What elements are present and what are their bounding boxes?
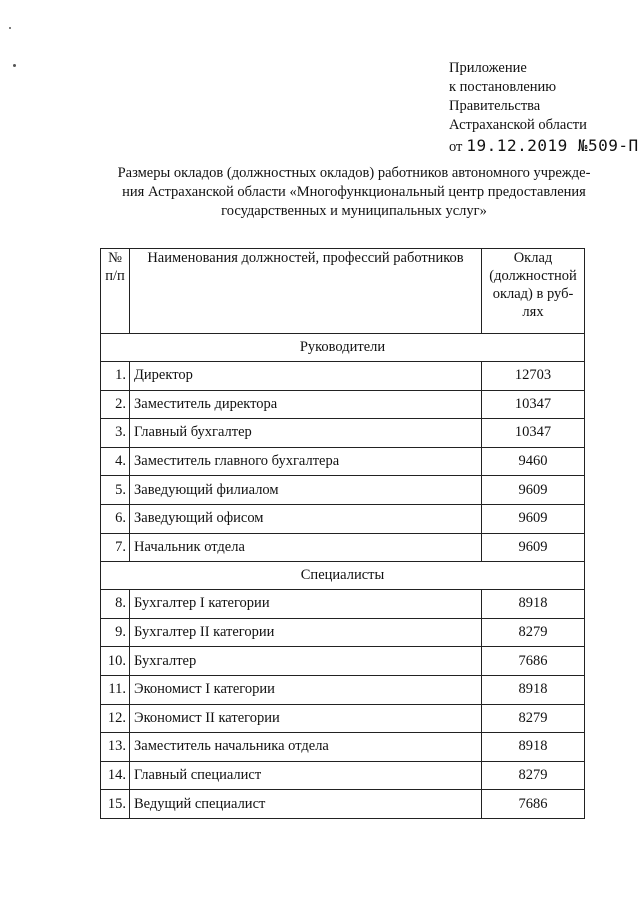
table-header-row bbox=[101, 249, 585, 334]
document-title bbox=[104, 164, 604, 221]
position-name: Заведующий офисом bbox=[130, 504, 482, 533]
salary-table bbox=[100, 248, 585, 819]
position-name: Начальник отдела bbox=[130, 533, 482, 562]
salary-value: 10347 bbox=[482, 390, 585, 419]
salary-value: 8918 bbox=[482, 675, 585, 704]
position-name: Бухгалтер I категории bbox=[130, 590, 482, 619]
appendix-block bbox=[449, 59, 639, 157]
row-number: 3. bbox=[101, 419, 130, 448]
position-name: Заместитель директора bbox=[130, 390, 482, 419]
row-number: 10. bbox=[101, 647, 130, 676]
salary-value: 8279 bbox=[482, 761, 585, 790]
table-row bbox=[101, 419, 585, 448]
position-name: Главный бухгалтер bbox=[130, 419, 482, 448]
scan-speck bbox=[9, 27, 11, 29]
position-name: Ведущий специалист bbox=[130, 790, 482, 819]
salary-value: 8918 bbox=[482, 590, 585, 619]
table-row bbox=[101, 390, 585, 419]
table-row bbox=[101, 790, 585, 819]
row-number: 5. bbox=[101, 476, 130, 505]
appendix-line: к постановлению bbox=[449, 79, 557, 95]
row-number: 15. bbox=[101, 790, 130, 819]
position-name: Экономист I категории bbox=[130, 675, 482, 704]
salary-value: 10347 bbox=[482, 419, 585, 448]
row-number: 1. bbox=[101, 362, 130, 391]
salary-value: 9609 bbox=[482, 504, 585, 533]
table-row bbox=[101, 761, 585, 790]
table-row bbox=[101, 647, 585, 676]
table-row bbox=[101, 618, 585, 647]
position-name: Заместитель начальника отдела bbox=[130, 733, 482, 762]
row-number: 14. bbox=[101, 761, 130, 790]
salary-value: 12703 bbox=[482, 362, 585, 391]
table-body bbox=[101, 334, 585, 819]
row-number: 6. bbox=[101, 504, 130, 533]
title-line: ния Астраханской области «Многофункциональный центр предоставления bbox=[122, 184, 586, 200]
salary-value: 8279 bbox=[482, 618, 585, 647]
row-number: 2. bbox=[101, 390, 130, 419]
appendix-line: Астраханской области bbox=[449, 117, 587, 133]
appendix-line: Правительства bbox=[449, 98, 541, 114]
table-row bbox=[101, 362, 585, 391]
row-number: 13. bbox=[101, 733, 130, 762]
section-row bbox=[101, 562, 585, 590]
salary-value: 9609 bbox=[482, 533, 585, 562]
table-row bbox=[101, 447, 585, 476]
position-name: Бухгалтер bbox=[130, 647, 482, 676]
table-row bbox=[101, 533, 585, 562]
row-number: 4. bbox=[101, 447, 130, 476]
position-name: Главный специалист bbox=[130, 761, 482, 790]
row-number: 12. bbox=[101, 704, 130, 733]
position-name: Экономист II категории bbox=[130, 704, 482, 733]
handwritten-date-number: 19.12.2019 №509-П bbox=[466, 136, 639, 155]
section-title: Руководители bbox=[101, 334, 585, 362]
position-name: Директор bbox=[130, 362, 482, 391]
salary-value: 9460 bbox=[482, 447, 585, 476]
section-title: Специалисты bbox=[101, 562, 585, 590]
row-number: 11. bbox=[101, 675, 130, 704]
title-line: Размеры окладов (должностных окладов) работников автономного учрежде- bbox=[117, 165, 591, 181]
table-row bbox=[101, 590, 585, 619]
header-number: № п/п bbox=[101, 249, 130, 334]
row-number: 9. bbox=[101, 618, 130, 647]
position-name: Бухгалтер II категории bbox=[130, 618, 482, 647]
row-number: 7. bbox=[101, 533, 130, 562]
appendix-date-line bbox=[449, 136, 639, 157]
position-name: Заведующий филиалом bbox=[130, 476, 482, 505]
salary-value: 8918 bbox=[482, 733, 585, 762]
table-row bbox=[101, 733, 585, 762]
table-row bbox=[101, 504, 585, 533]
table-row bbox=[101, 476, 585, 505]
header-salary: Оклад (должностной оклад) в руб- лях bbox=[482, 249, 585, 334]
table-row bbox=[101, 675, 585, 704]
position-name: Заместитель главного бухгалтера bbox=[130, 447, 482, 476]
header-position: Наименования должностей, профессий работников bbox=[130, 249, 482, 334]
row-number: 8. bbox=[101, 590, 130, 619]
salary-value: 7686 bbox=[482, 647, 585, 676]
scan-speck bbox=[13, 64, 16, 67]
table-row bbox=[101, 704, 585, 733]
salary-value: 9609 bbox=[482, 476, 585, 505]
date-prefix: от bbox=[449, 139, 463, 155]
title-line: государственных и муниципальных услуг» bbox=[221, 203, 487, 219]
salary-value: 8279 bbox=[482, 704, 585, 733]
salary-value: 7686 bbox=[482, 790, 585, 819]
appendix-line: Приложение bbox=[449, 60, 527, 76]
section-row bbox=[101, 334, 585, 362]
